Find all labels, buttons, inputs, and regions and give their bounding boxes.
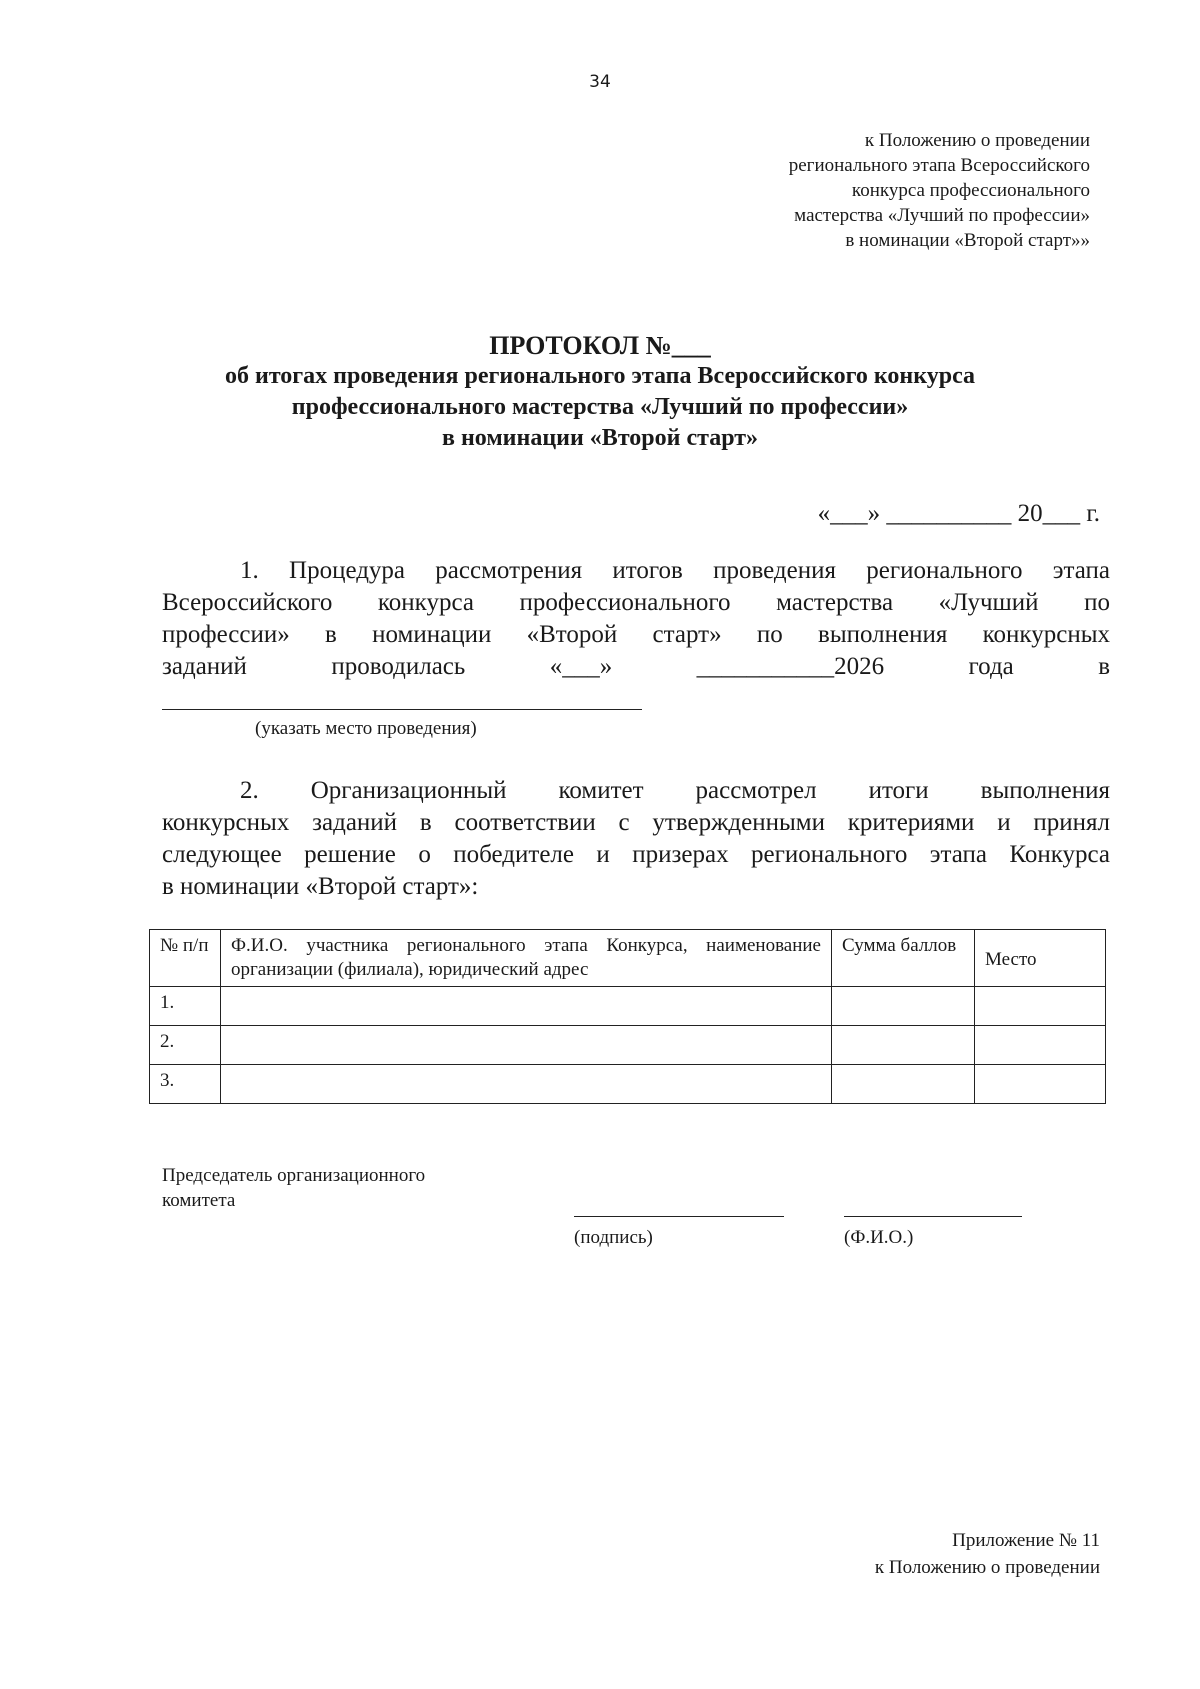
- cell-score[interactable]: [832, 1026, 975, 1065]
- header-place: Место: [975, 930, 1106, 987]
- appendix-header-line: конкурса профессионального: [851, 180, 1090, 201]
- chair-line: комитета: [162, 1190, 236, 1211]
- chair-line: Председатель организационного: [162, 1165, 426, 1186]
- table-row: [150, 1026, 1106, 1065]
- cell-place[interactable]: [975, 987, 1106, 1026]
- table-header-row: [150, 930, 1106, 987]
- signature-line: [574, 1215, 784, 1217]
- cell-score[interactable]: [832, 987, 975, 1026]
- cell-fio[interactable]: [221, 987, 832, 1026]
- title-line: в номинации «Второй старт»: [441, 425, 759, 451]
- chair-label: [162, 1163, 425, 1213]
- appendix-header: [670, 128, 1090, 253]
- paragraph-line: заданий проводилась «___» ___________2026 года в: [162, 653, 1110, 680]
- place-hint: (указать место проведения): [255, 718, 477, 739]
- title-line: профессионального мастерства «Лучший по профессии»: [291, 394, 909, 420]
- appendix-footer: [875, 1527, 1100, 1581]
- cell-num: 3.: [150, 1065, 221, 1104]
- appendix-header-line: мастерства «Лучший по профессии»: [794, 205, 1090, 226]
- paragraph-line: профессии» в номинации «Второй старт» по выполнения конкурсных: [162, 621, 1110, 648]
- appendix-footer-line: Приложение № 11: [952, 1530, 1100, 1551]
- paragraph-line: Всероссийского конкурса профессионального мастерства «Лучший по: [162, 589, 1110, 616]
- cell-place[interactable]: [975, 1026, 1106, 1065]
- appendix-header-line: к Положению о проведении: [864, 130, 1090, 151]
- protocol-title: ПРОТОКОЛ №___: [489, 331, 711, 360]
- name-label: (Ф.И.О.): [844, 1227, 914, 1248]
- paragraph-line: 1. Процедура рассмотрения итогов проведения регионального этапа: [240, 557, 1110, 584]
- table-row: [150, 987, 1106, 1026]
- page-number: 34: [589, 72, 611, 92]
- header-num: № п/п: [150, 930, 221, 987]
- title-line: об итогах проведения регионального этапа Всероссийского конкурса: [224, 363, 976, 389]
- paragraph-line: в номинации «Второй старт»:: [162, 873, 479, 900]
- appendix-header-line: регионального этапа Всероссийского: [788, 155, 1090, 176]
- paragraph-line: следующее решение о победителе и призерах регионального этапа Конкурса: [162, 841, 1110, 868]
- paragraph-line: конкурсных заданий в соответствии с утвержденными критериями и принял: [162, 809, 1110, 836]
- cell-num: 1.: [150, 987, 221, 1026]
- cell-score[interactable]: [832, 1065, 975, 1104]
- cell-fio[interactable]: [221, 1026, 832, 1065]
- paragraph-committee: [162, 775, 1110, 903]
- cell-place[interactable]: [975, 1065, 1106, 1104]
- document-title: [120, 330, 1080, 454]
- appendix-footer-line: к Положению о проведении: [874, 1557, 1100, 1578]
- date-line: «___» __________ 20___ г.: [817, 500, 1100, 527]
- appendix-header-line: в номинации «Второй старт»»: [845, 230, 1090, 251]
- table-row: [150, 1065, 1106, 1104]
- signature-label: (подпись): [574, 1227, 653, 1248]
- header-fio: Ф.И.О. участника регионального этапа Конкурса, наименование организации (филиала), юридический адрес: [221, 930, 832, 987]
- paragraph-procedure: [162, 555, 1110, 683]
- place-blank-line: [162, 708, 642, 710]
- name-line: [844, 1215, 1022, 1217]
- paragraph-line: 2. Организационный комитет рассмотрел итоги выполнения: [240, 777, 1110, 804]
- cell-num: 2.: [150, 1026, 221, 1065]
- header-score: Сумма баллов: [832, 930, 975, 987]
- results-table: [149, 929, 1106, 1104]
- cell-fio[interactable]: [221, 1065, 832, 1104]
